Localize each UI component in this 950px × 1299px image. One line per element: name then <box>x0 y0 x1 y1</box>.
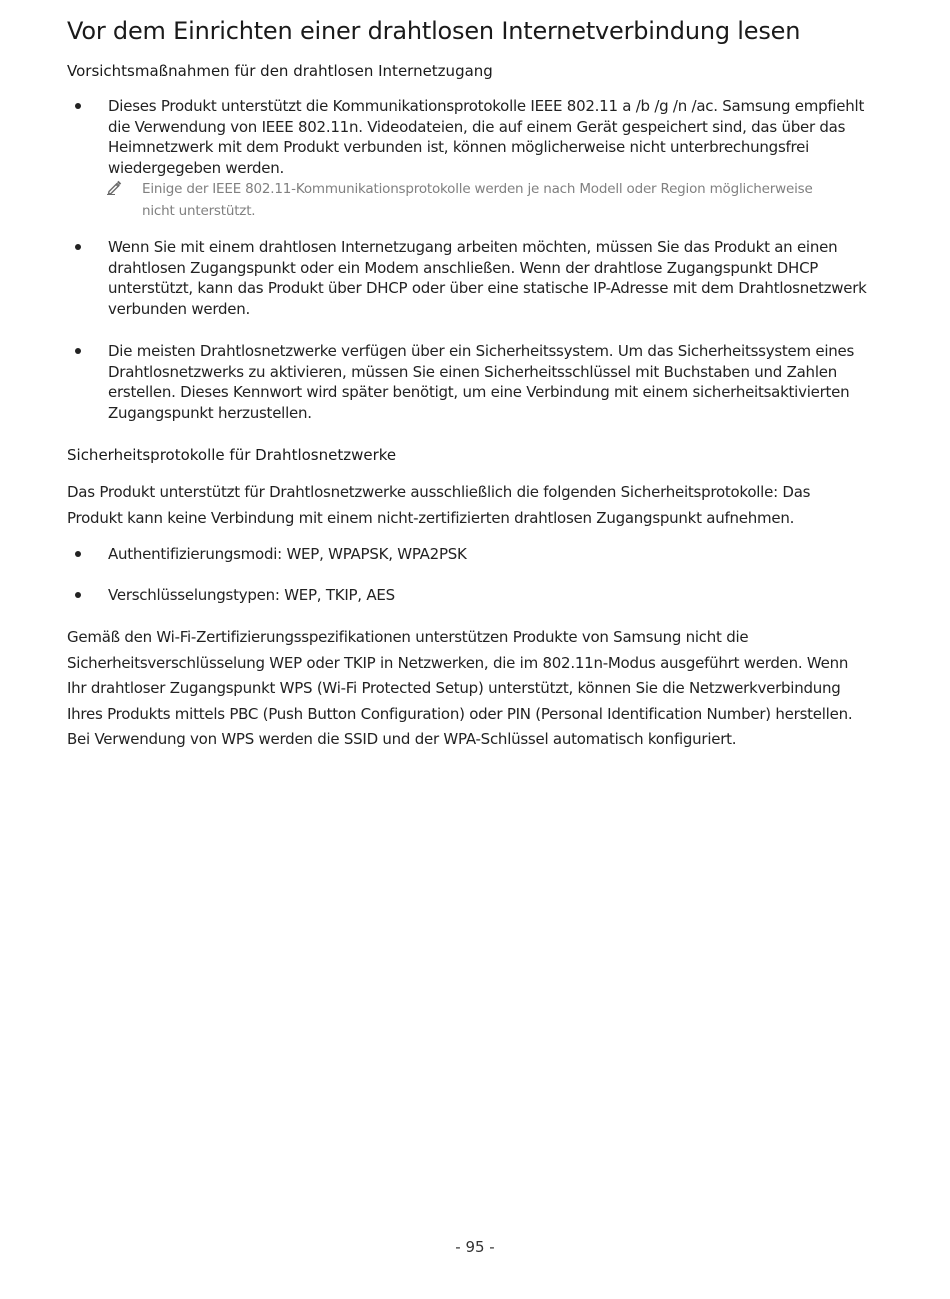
pencil-icon <box>106 179 122 195</box>
list-item <box>67 544 887 565</box>
intro-paragraph: Das Produkt unterstützt für Drahtlosnetzwerke ausschließlich die folgenden Sicherheitsprotokolle: Das Produkt kann keine Verbindung mit einem nicht-zertifizierten drahtlosen Zugangspunkt aufnehmen. <box>67 483 811 527</box>
bullet-icon <box>75 592 81 598</box>
section-heading-security-protocols: Sicherheitsprotokolle für Drahtlosnetzwerke <box>67 446 397 464</box>
list-item-text: Dieses Produkt unterstützt die Kommunikationsprotokolle IEEE 802.11 a /b /g /n /ac. Samsung empfiehlt die Verwendung von IEEE 802.11n. Videodateien, die auf einem Gerät gespeichert sind, das über das Heimnetzwerk mit dem Produkt verbunden ist, können möglicherweise nicht unterbrechungsfrei wiedergegeben werden. <box>108 97 865 177</box>
bullet-icon <box>75 103 81 109</box>
page-title: Vor dem Einrichten einer drahtlosen Internetverbindung lesen <box>67 17 801 45</box>
bullet-icon <box>75 244 81 250</box>
section-heading-precautions: Vorsichtsmaßnahmen für den drahtlosen Internetzugang <box>67 62 493 80</box>
list-item <box>67 585 887 606</box>
list-item-text: Die meisten Drahtlosnetzwerke verfügen über ein Sicherheitssystem. Um das Sicherheitssystem eines Drahtlosnetzwerks zu aktivieren, müssen Sie einen Sicherheitsschlüssel mit Buchstaben und Zahlen erstellen. Dieses Kennwort wird später benötigt, um eine Verbindung mit einem sicherheitsaktivierten Zugangspunkt herzustellen. <box>108 342 855 422</box>
list-item <box>67 237 887 319</box>
list-item <box>67 341 887 423</box>
list-item <box>67 96 887 178</box>
page-number: - 95 - <box>455 1238 495 1256</box>
note-text: Einige der IEEE 802.11-Kommunikationsprotokolle werden je nach Modell oder Region möglicherweise nicht unterstützt. <box>142 181 813 219</box>
list-item-text: Verschlüsselungstypen: WEP, TKIP, AES <box>108 586 395 604</box>
list-item-text: Authentifizierungsmodi: WEP, WPAPSK, WPA2PSK <box>108 545 467 563</box>
note <box>106 178 826 222</box>
bullet-icon <box>75 348 81 354</box>
list-item-text: Wenn Sie mit einem drahtlosen Internetzugang arbeiten möchten, müssen Sie das Produkt an einen drahtlosen Zugangspunkt oder ein Modem anschließen. Wenn der drahtlose Zugangspunkt DHCP unterstützt, kann das Produkt über DHCP oder über eine statische IP-Adresse mit dem Drahtlosnetzwerk verbunden werden. <box>108 238 867 318</box>
closing-paragraph: Gemäß den Wi-Fi-Zertifizierungsspezifikationen unterstützen Produkte von Samsung nicht die Sicherheitsverschlüsselung WEP oder TKIP in Netzwerken, die im 802.11n-Modus ausgeführt werden. Wenn Ihr drahtloser Zugangspunkt WPS (Wi-Fi Protected Setup) unterstützt, können Sie die Netzwerkverbindung Ihres Produkts mittels PBC (Push Button Configuration) oder PIN (Personal Identification Number) herstellen. Bei Verwendung von WPS werden die SSID und der WPA-Schlüssel automatisch konfiguriert. <box>67 628 853 749</box>
bullet-icon <box>75 551 81 557</box>
